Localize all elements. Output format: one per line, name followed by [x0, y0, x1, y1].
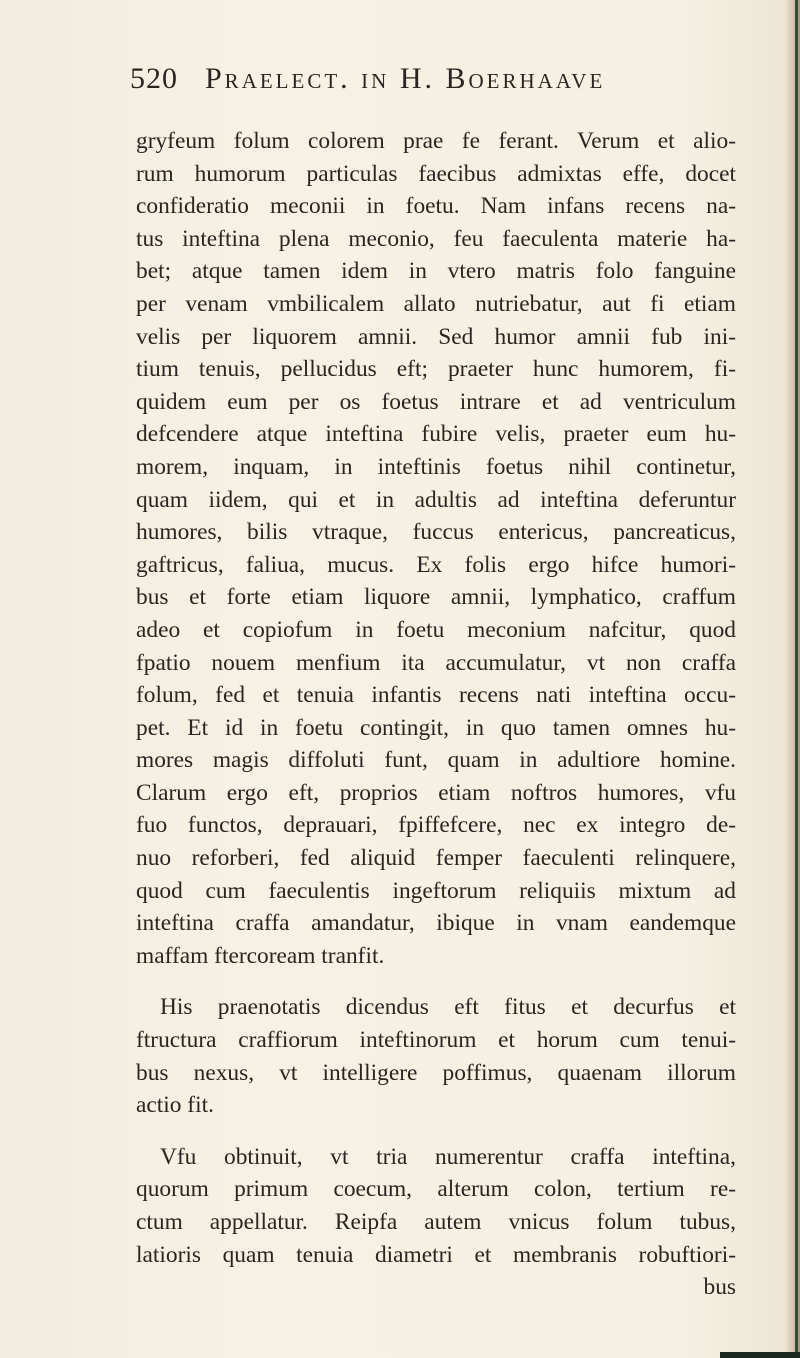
body-text — [136, 125, 736, 1304]
text-line: quorum primum coecum, alterum colon, tertium re- — [136, 1176, 736, 1203]
text-line: velis per liquorem amnii. Sed humor amnii fub ini- — [136, 323, 736, 350]
page-header — [130, 62, 750, 102]
text-line: inteftina craffa amandatur, ibique in vnam eandemque — [136, 910, 736, 937]
binding-stripe — [795, 0, 798, 1358]
text-line: pet. Et id in foetu contingit, in quo tamen omnes hu- — [136, 714, 736, 741]
text-line: maffam ftercoream tranfit. — [136, 942, 385, 969]
text-line: His praenotatis dicendus eft fitus et decurfus et — [160, 994, 736, 1021]
text-line: nuo reforberi, fed aliquid femper faeculenti relinquere, — [136, 845, 736, 872]
paragraph — [136, 1141, 736, 1304]
text-line: adeo et copiofum in foetu meconium nafcitur, quod — [136, 616, 736, 643]
text-line: morem, inquam, in inteftinis foetus nihil continetur, — [136, 453, 736, 480]
text-line: ctum appellatur. Reipfa autem vnicus folum tubus, — [136, 1209, 736, 1235]
text-line: ftructura craffiorum inteftinorum et horum cum tenui- — [136, 1027, 736, 1054]
text-line: bet; atque tamen idem in vtero matris folo fanguine — [136, 258, 736, 285]
text-line: quidem eum per os foetus intrare et ad ventriculum — [136, 388, 736, 415]
text-line: fuo functos, deprauari, fpiffefcere, nec ex integro de- — [136, 812, 736, 839]
text-line: defcendere atque inteftina fubire velis, praeter eum hu- — [136, 421, 736, 448]
text-line: latioris quam tenuia diametri et membranis robuftiori- — [136, 1241, 736, 1268]
text-line: tium tenuis, pellucidus eft; praeter hunc humorem, fi- — [136, 356, 736, 383]
running-head: Praelect. in H. Boerhaave — [205, 62, 606, 95]
text-line: bus et forte etiam liquore amnii, lymphatico, craffum — [136, 584, 736, 611]
page-edge-shadow — [786, 0, 800, 1358]
text-line: mores magis diffoluti funt, quam in adultiore homine. — [136, 747, 736, 774]
text-line: Clarum ergo eft, proprios etiam noftros humores, vfu — [136, 779, 736, 806]
paragraph — [136, 125, 736, 972]
text-line: actio fit. — [136, 1092, 214, 1119]
text-line: bus nexus, vt intelligere poffimus, quaenam illorum — [136, 1059, 736, 1086]
text-line: quam iidem, qui et in adultis ad inteftina deferuntur — [136, 486, 736, 513]
text-line: fpatio nouem menfium ita accumulatur, vt non craffa — [136, 649, 736, 676]
text-line: Vfu obtinuit, vt tria numerentur craffa inteftina, — [160, 1143, 736, 1170]
paragraph-gap — [136, 972, 736, 991]
paragraph-gap — [136, 1122, 736, 1141]
page-corner-mark — [720, 1352, 800, 1358]
text-line: per venam vmbilicalem allato nutriebatur, aut fi etiam — [136, 290, 736, 317]
text-line: tus inteftina plena meconio, feu faeculenta materie ha- — [136, 225, 736, 252]
text-line: quod cum faeculentis ingeftorum reliquiis mixtum ad — [136, 877, 736, 904]
catchword: bus — [703, 1274, 736, 1301]
text-line: gryfeum folum colorem prae fe ferant. Verum et alio- — [136, 128, 736, 154]
text-line: gaftricus, faliua, mucus. Ex folis ergo hifce humori- — [136, 551, 736, 578]
text-line: confideratio meconii in foetu. Nam infans recens na- — [136, 193, 736, 220]
text-line: humores, bilis vtraque, fuccus entericus, pancreaticus, — [136, 519, 736, 546]
text-line: rum humorum particulas faecibus admixtas effe, docet — [136, 160, 736, 187]
page-number: 520 — [130, 62, 178, 95]
text-line: folum, fed et tenuia infantis recens nati inteftina occu- — [136, 682, 736, 709]
paragraph — [136, 991, 736, 1121]
